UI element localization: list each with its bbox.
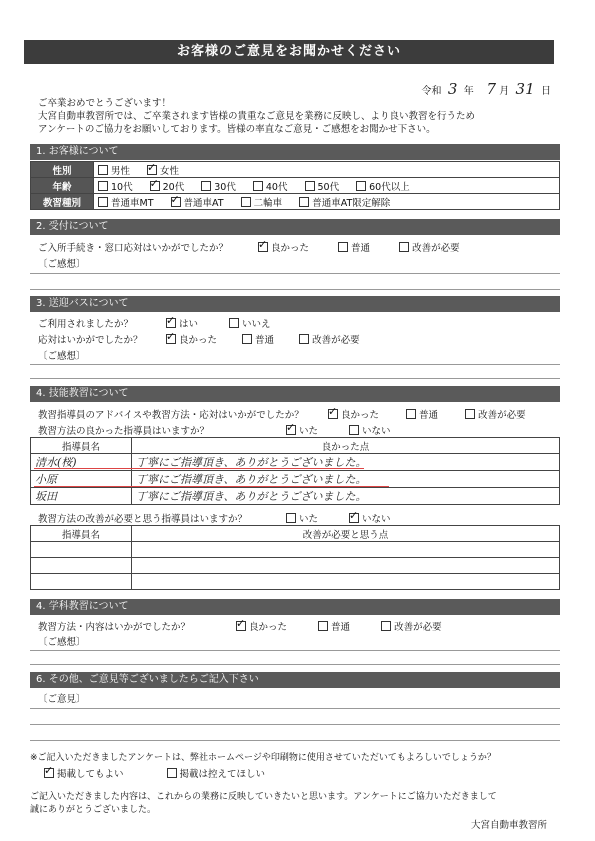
empty-cell[interactable] <box>31 542 132 558</box>
option-label: 普通 <box>331 622 351 633</box>
checkbox[interactable] <box>305 181 315 191</box>
table-row <box>31 574 560 590</box>
row-label: 年齢 <box>31 178 94 194</box>
option-label: 掲載は控えてほしい <box>179 769 266 780</box>
checkbox[interactable] <box>349 425 359 435</box>
checkbox[interactable] <box>229 318 239 328</box>
instructor-name[interactable]: 小原 <box>31 471 132 488</box>
option-label: 改善が必要 <box>478 410 526 421</box>
option-label: 60代以上 <box>369 181 410 193</box>
option-label: 50代 <box>317 181 340 193</box>
closing-line: ご記入いただきました内容は、これからの業務に反映していきたいと思います。アンケートにご協力いただきまして <box>30 792 497 802</box>
option-label: 普通 <box>255 335 275 346</box>
checkbox-checked[interactable] <box>166 318 176 328</box>
closing-line: 誠にありがとうございました。 <box>30 805 157 815</box>
age-options <box>94 178 560 194</box>
instructor-advice-question: 教習指導員のアドバイスや教習方法・応対はいかがでしたか？ <box>38 410 304 421</box>
checkbox[interactable] <box>338 242 348 252</box>
customer-info-table <box>30 161 560 210</box>
date-year-label: 年 <box>463 86 474 97</box>
option-label: 普通車MT <box>111 197 154 209</box>
option-label: 掲載してもよい <box>57 769 124 780</box>
comment-line[interactable] <box>30 378 560 379</box>
bus-use-question: ご利用されましたか？ <box>38 319 134 330</box>
reception-question: ご入所手続き・窓口応対はいかがでしたか？ <box>38 243 229 254</box>
option-label: いない <box>362 514 391 525</box>
empty-cell[interactable] <box>132 558 560 574</box>
checkbox[interactable] <box>201 181 211 191</box>
checkbox[interactable] <box>241 197 251 207</box>
improve-instructor-table <box>30 525 560 590</box>
checkbox[interactable] <box>98 165 108 175</box>
comment-label: 〔ご感想〕 <box>38 351 86 362</box>
section-5-header: 4. 学科教習について <box>30 599 560 615</box>
checkbox[interactable] <box>253 181 263 191</box>
bus-service-options <box>166 332 374 346</box>
option-label: 10代 <box>111 181 133 193</box>
comment-line[interactable] <box>30 664 560 665</box>
row-label: 教習種別 <box>31 194 94 210</box>
option-label: いいえ <box>242 319 271 330</box>
section-3-header: 3. 送迎バスについて <box>30 296 560 312</box>
date-year[interactable]: 3 <box>447 80 458 98</box>
table-row <box>31 488 560 505</box>
comment-line[interactable] <box>30 273 560 274</box>
survey-title: お客様のご意見をお聞かせください <box>24 40 554 64</box>
footer-school-name: 大宮自動車教習所 <box>470 820 547 831</box>
good-point[interactable]: 丁寧にご指導頂き、ありがとうございました。 <box>132 488 560 505</box>
section-2-header: 2. 受付について <box>30 219 560 235</box>
comment-label: 〔ご感想〕 <box>38 637 86 648</box>
intro-line: アンケートのご協力をお願いしております。皆様の率直なご意見・ご感想をお聞かせ下さい。 <box>38 124 436 135</box>
comment-line[interactable] <box>30 740 560 741</box>
checkbox-checked[interactable] <box>349 513 359 523</box>
date-line <box>421 80 551 98</box>
red-underline <box>34 486 389 487</box>
option-label: 男性 <box>111 165 131 177</box>
option-label: 良かった <box>179 335 218 346</box>
checkbox-checked[interactable] <box>328 409 338 419</box>
checkbox[interactable] <box>299 334 309 344</box>
improve-instructor-options <box>286 511 405 525</box>
option-label: はい <box>179 319 199 330</box>
reception-options <box>258 240 474 254</box>
comment-line[interactable] <box>30 650 560 651</box>
section-4-header: 4. 技能教習について <box>30 386 560 402</box>
checkbox-checked[interactable] <box>166 334 176 344</box>
checkbox-checked[interactable] <box>150 181 160 191</box>
comment-label: 〔ご感想〕 <box>38 259 86 270</box>
consent-question: ※ご記入いただきましたアンケートは、弊社ホームページや印刷物に使用させていただいてもよろしいでしょうか？ <box>30 753 496 763</box>
gender-options <box>94 162 560 178</box>
empty-cell[interactable] <box>31 558 132 574</box>
checkbox-checked[interactable] <box>44 768 54 778</box>
date-month-label: 月 <box>499 86 510 97</box>
instructor-name[interactable]: 清水(桜) <box>31 454 132 471</box>
table-header: 指導員名 <box>31 438 132 454</box>
checkbox[interactable] <box>381 621 391 631</box>
checkbox[interactable] <box>406 409 416 419</box>
table-row <box>31 558 560 574</box>
good-instructor-options <box>286 423 405 437</box>
checkbox-checked[interactable] <box>258 242 268 252</box>
option-label: 良かった <box>249 622 288 633</box>
option-label: 改善が必要 <box>312 335 360 346</box>
option-label: いた <box>299 514 319 525</box>
intro-line: 大宮自動車教習所では、ご卒業されます皆様の貴重なご意見を業務に反映し、より良い教習を行うため <box>38 111 476 122</box>
option-label: 普通 <box>351 243 371 254</box>
option-label: 二輪車 <box>253 197 283 209</box>
intro-line: ご卒業おめでとうございます！ <box>38 98 172 109</box>
bus-use-options <box>166 316 285 330</box>
checkbox[interactable] <box>318 621 328 631</box>
good-instructor-question: 教習方法の良かった指導員はいますか？ <box>38 426 210 437</box>
option-label: 40代 <box>265 181 288 193</box>
checkbox[interactable] <box>399 242 409 252</box>
checkbox-checked[interactable] <box>286 425 296 435</box>
checkbox-checked[interactable] <box>236 621 246 631</box>
good-point[interactable]: 丁寧にご指導頂き、ありがとうございました。 <box>132 471 560 488</box>
table-header: 指導員名 <box>31 526 132 542</box>
red-underline <box>34 468 364 469</box>
option-label: 女性 <box>160 165 180 177</box>
option-label: 普通 <box>419 410 439 421</box>
option-label: 普通車AT限定解除 <box>312 197 391 209</box>
option-label: 良かった <box>341 410 380 421</box>
checkbox[interactable] <box>98 181 108 191</box>
empty-cell[interactable] <box>132 574 560 590</box>
table-row <box>31 471 560 488</box>
option-label: いない <box>362 426 391 437</box>
option-label: 30代 <box>214 181 236 193</box>
empty-cell[interactable] <box>132 542 560 558</box>
good-point[interactable]: 丁寧にご指導頂き、ありがとうございました。 <box>132 454 560 471</box>
table-row <box>31 542 560 558</box>
date-day-label: 日 <box>541 86 551 97</box>
option-label: 改善が必要 <box>394 622 442 633</box>
comment-line[interactable] <box>30 724 560 725</box>
instructor-advice-options <box>328 407 540 421</box>
checkbox[interactable] <box>356 181 366 191</box>
checkbox[interactable] <box>98 197 108 207</box>
date-month[interactable]: 7 <box>486 80 496 98</box>
option-label: 普通車AT <box>183 197 224 209</box>
option-label: 改善が必要 <box>412 243 460 254</box>
checkbox[interactable] <box>286 513 296 523</box>
checkbox-checked[interactable] <box>171 197 181 207</box>
checkbox[interactable] <box>242 334 252 344</box>
good-instructor-table <box>30 437 560 505</box>
improve-instructor-question: 教習方法の改善が必要と思う指導員はいますか？ <box>38 514 248 525</box>
checkbox[interactable] <box>167 768 177 778</box>
checkbox[interactable] <box>465 409 475 419</box>
classroom-options <box>236 619 456 633</box>
date-day[interactable]: 31 <box>515 80 535 98</box>
classroom-question: 教習方法・内容はいかがでしたか？ <box>38 622 191 633</box>
option-label: 20代 <box>162 181 185 193</box>
table-header: 改善が必要と思う点 <box>132 526 560 542</box>
comment-label: 〔ご意見〕 <box>38 694 86 705</box>
table-header: 良かった点 <box>132 438 560 454</box>
option-label: いた <box>299 426 319 437</box>
course-options <box>94 194 560 210</box>
section-1-header: 1. お客様について <box>30 144 560 160</box>
row-label: 性別 <box>31 162 94 178</box>
comment-line[interactable] <box>30 289 560 290</box>
consent-options <box>44 766 279 780</box>
date-era: 令和 <box>421 86 442 97</box>
option-label: 良かった <box>271 243 310 254</box>
bus-service-question: 応対はいかがでしたか？ <box>38 335 143 346</box>
checkbox-checked[interactable] <box>147 165 157 175</box>
instructor-name[interactable]: 坂田 <box>31 488 132 505</box>
checkbox[interactable] <box>299 197 309 207</box>
comment-line[interactable] <box>30 364 560 365</box>
empty-cell[interactable] <box>31 574 132 590</box>
section-6-header: 6. その他、ご意見等ございましたらご記入下さい <box>30 672 560 688</box>
comment-line[interactable] <box>30 708 560 709</box>
